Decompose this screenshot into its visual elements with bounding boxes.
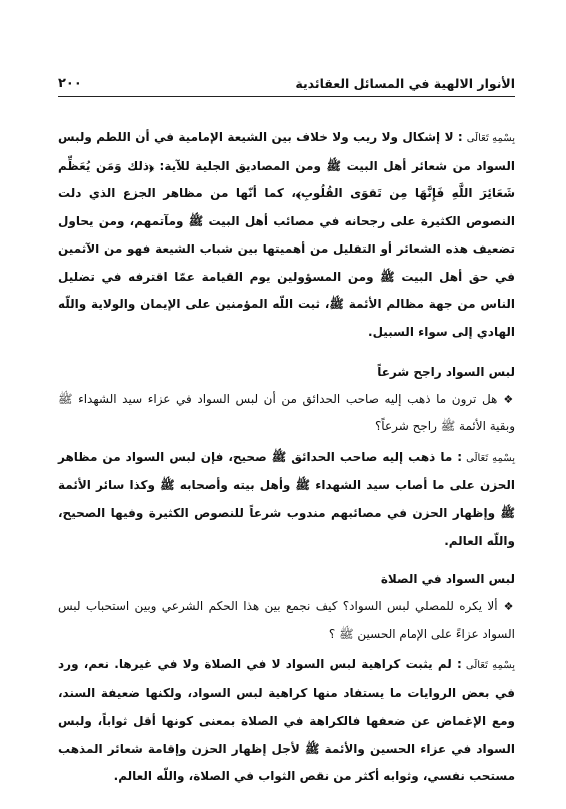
section-black-clothing-recommended xyxy=(58,362,515,556)
running-header xyxy=(58,74,515,96)
page-number: ٢٠٠ xyxy=(58,76,82,91)
answer-seal: بِسْمِهِ تَعَالَى xyxy=(466,452,516,464)
page-body xyxy=(58,124,515,791)
question-text: هل ترون ما ذهب إليه صاحب الحدائق من أن لبس السواد في عزاء سيد الشهداء ﷺ وبقية الأئمة ﷺ راجح شرعاً؟ xyxy=(58,391,515,434)
answer-paragraph xyxy=(58,124,515,347)
answer-paragraph xyxy=(58,444,515,556)
question-paragraph xyxy=(58,386,515,441)
diamond-bullet-icon: ❖ xyxy=(503,600,515,614)
question-paragraph xyxy=(58,593,515,648)
answer-text: : ما ذهب إليه صاحب الحدائق ﷺ صحيح، فإن لبس السواد من مظاهر الحزن على ما أصاب سيد الشهداء ﷺ وأهل بيته وأصحابه ﷺ وكذا سائر الأئمة ﷺ وإظهار الحزن في مصائبهم مندوب شرعاً للنصوص الكثيرة وفيها الصحيح، واللّه العالم. xyxy=(58,449,515,548)
diamond-bullet-icon: ❖ xyxy=(503,392,515,406)
section-black-clothing-in-prayer xyxy=(58,569,515,791)
answer-block-1 xyxy=(58,124,515,347)
book-title: الأنوار الالهية في المسائل العقائدية xyxy=(295,76,515,91)
answer-text: : لم يثبت كراهية لبس السواد لا في الصلاة ولا في غيرها. نعم، ورد في بعض الروايات ما يستفاد منها كراهية لبس السواد، ولكنها ضعيفة السند، ومع الإغماض عن ضعفها فالكراهة في الصلاة بمعنى كونها أقل ثواباً، ولبس السواد في عزاء الحسين والأئمة ﷺ لأجل إظهار الحزن وإقامة شعائر المذهب مستحب نفسي، وثوابه أكثر من نقص الثواب في الصلاة، واللّه العالم. xyxy=(58,657,515,784)
answer-text: : لا إشكال ولا ريب ولا خلاف بين الشيعة الإمامية في أن اللطم ولبس السواد من شعائر أهل البيت ﷺ ومن المصاديق الجلية للآية: ﴿ذلك وَمَن يُعَظِّم شَعَائِرَ اللَّهِ فَإِنَّهَا مِن تَقوَى القُلُوبِ﴾، كما أنّها من مظاهر الجزع الذي دلت النصوص الكثيرة على رجحانه في مصائب أهل البيت ﷺ ومآتمهم، ومن يحاول تضعيف هذه الشعائر أو التقليل من أهميتها بين شباب الشيعة فهو من الآثمين في حق أهل البيت ﷺ ومن المسؤولين يوم القيامة عمّا اقترفه في تضليل الناس من جهة مظالم الأئمة ﷺ، ثبت اللّه المؤمنين على الإيمان والولاية واللّه الهادي إلى سواء السبيل. xyxy=(58,130,515,339)
answer-seal: بِسْمِهِ تَعَالَى xyxy=(466,133,515,144)
answer-seal: بِسْمِهِ تَعَالَى xyxy=(465,660,516,672)
question-text: ألا يكره للمصلي لبس السواد؟ كيف نجمع بين هذا الحكم الشرعي وبين استحباب لبس السواد عزاءً على الإمام الحسين ﷺ ؟ xyxy=(58,599,515,641)
section-heading: لبس السواد راجح شرعاً xyxy=(377,364,515,379)
section-heading: لبس السواد في الصلاة xyxy=(380,572,515,587)
header-divider xyxy=(58,96,515,97)
answer-paragraph xyxy=(58,651,515,791)
